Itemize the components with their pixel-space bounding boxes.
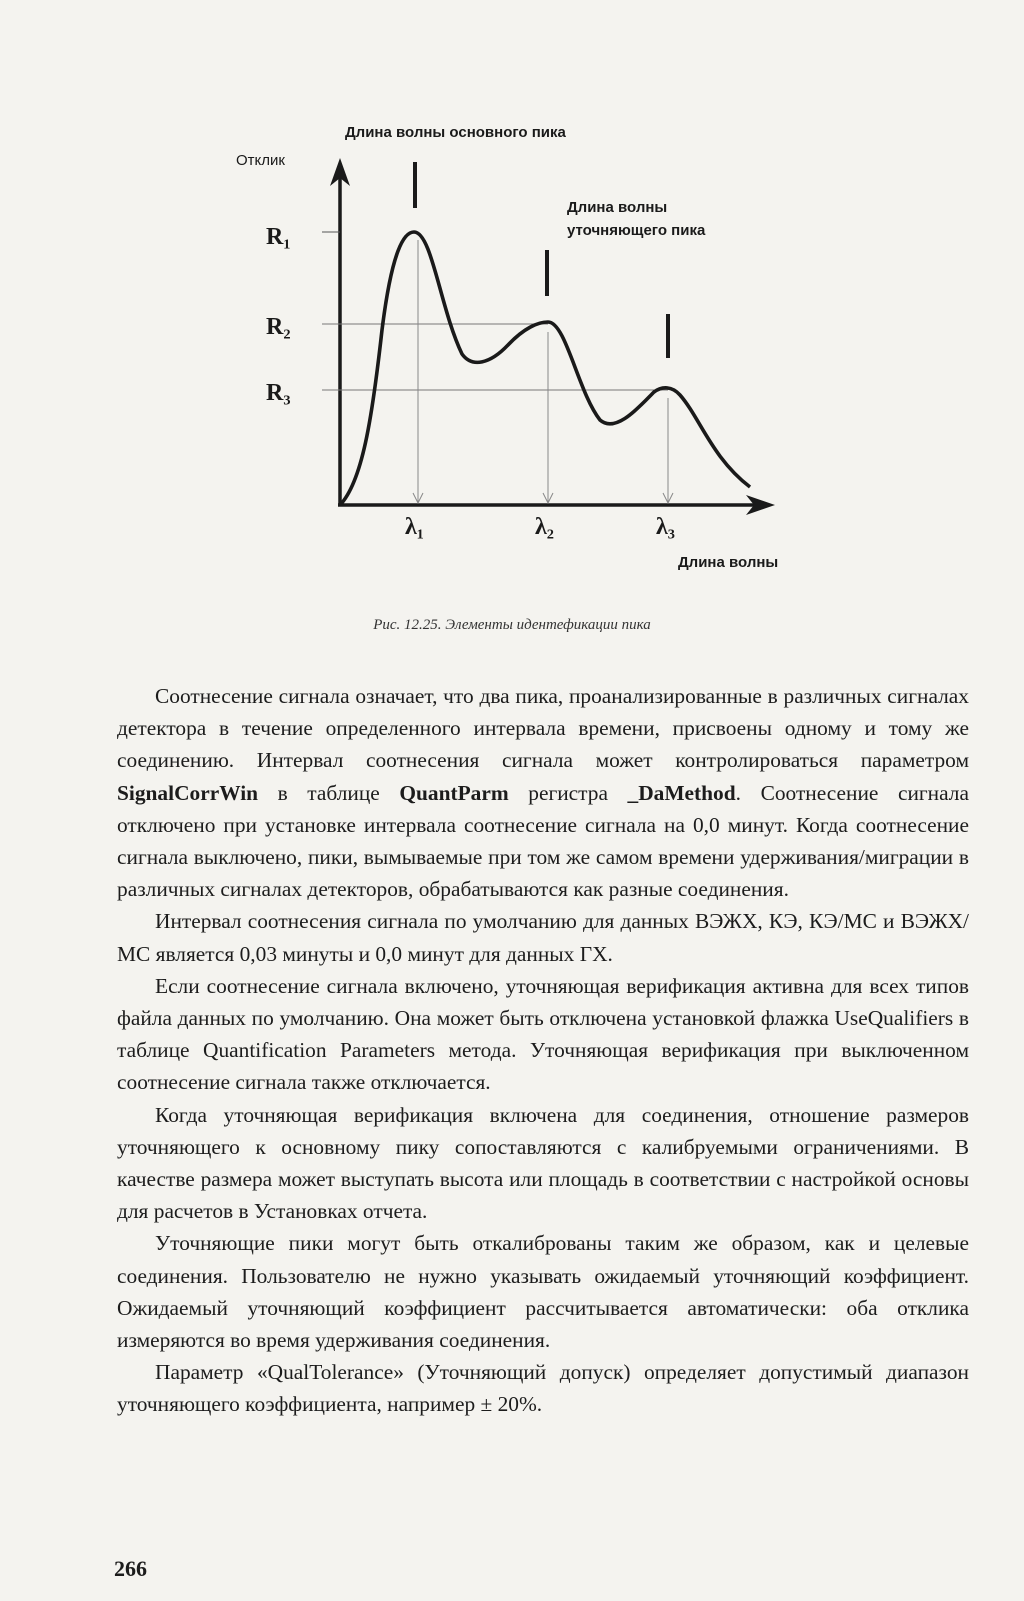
y-axis-label: Отклик [236,152,285,169]
paragraph-4: Когда уточняющая верификация включена для соединения, отношение размеров уточняющего к основному пику сопоставляются с калибруемыми ограничениями. В качестве размера может выступать высота или площадь в соответствии с настройкой основы для расчетов в Установках отчета. [117,1102,969,1224]
paragraph-2: Интервал соотнесения сигнала по умолчанию для данных ВЭЖХ, КЭ, КЭ/МС и ВЭЖХ/МС является 0,03 минуты и 0,0 минут для данных ГХ. [117,909,969,966]
signalcorrwin-term: SignalCorrWin [117,780,259,805]
r3-label: R₃ [266,380,291,406]
qualifier-label-line1: Длина волны [567,199,668,216]
damethod-term: _DaMethod [627,780,736,805]
paragraph-1-text-b: в таблице [258,780,400,805]
paragraph-1-text-a: Соотнесение сигнала означает, что два пика, проанализированные в различных сигналах детектора в течение определенного интервала времени, присвоены одному и тому же соединению. Интервал соотнесения сигнала может контролироваться параметром [117,684,969,773]
paragraph-6: Параметр «QualTolerance» (Уточняющий допуск) определяет допустимый диапазон уточняющего коэффициента, например ± 20%. [117,1360,969,1417]
paragraph-1-text-c: регистра [508,780,628,805]
paragraph-1-text-d: . Соотнесение сигнала отключено при установке интервала соотнесение сигнала на 0,0 минут. Когда соотнесение сигнала выключено, пики, вымываемые при том же самом времени удерживания/миграции в различных сигналах детекторов, обрабатываются как разные соединения. [117,780,969,902]
lambda1-arrow [413,240,423,503]
qualifier-label-line2: уточняющего пика [567,222,706,239]
body-text [117,680,969,1421]
lambda1-label: λ₁ [405,514,424,540]
paragraph-1 [117,680,969,905]
x-axis-label: Длина волны [678,554,779,571]
paragraph-5: Уточняющие пики могут быть откалиброваны таким же образом, как и целевые соединения. Пользователю не нужно указывать ожидаемый уточняющий коэффициент. Ожидаемый уточняющий коэффициент рассчитывается автоматически: оба отклика измеряются во время удерживания соединения. [117,1231,969,1353]
r1-label: R₁ [266,224,291,250]
r2-label: R₂ [266,314,291,340]
lambda2-label: λ₂ [535,514,554,540]
figure-caption: Рис. 12.25. Элементы идентефикации пика [373,617,651,633]
paragraph-3: Если соотнесение сигнала включено, уточняющая верификация активна для всех типов файла данных по умолчанию. Она может быть отключена установкой флажка UseQualifiers в таблице Quantification Parameters метода. Уточняющая верификация при выключенном соотнесение сигнала также отключается. [117,973,969,1095]
lambda3-arrow [663,398,673,503]
quantparm-term: QuantParm [399,780,509,805]
lambda2-arrow [543,332,553,503]
main-peak-label: Длина волны основного пика [345,124,566,141]
page-number: 266 [114,1556,147,1581]
peak-identification-figure [0,0,1024,610]
lambda3-label: λ₃ [656,514,675,540]
